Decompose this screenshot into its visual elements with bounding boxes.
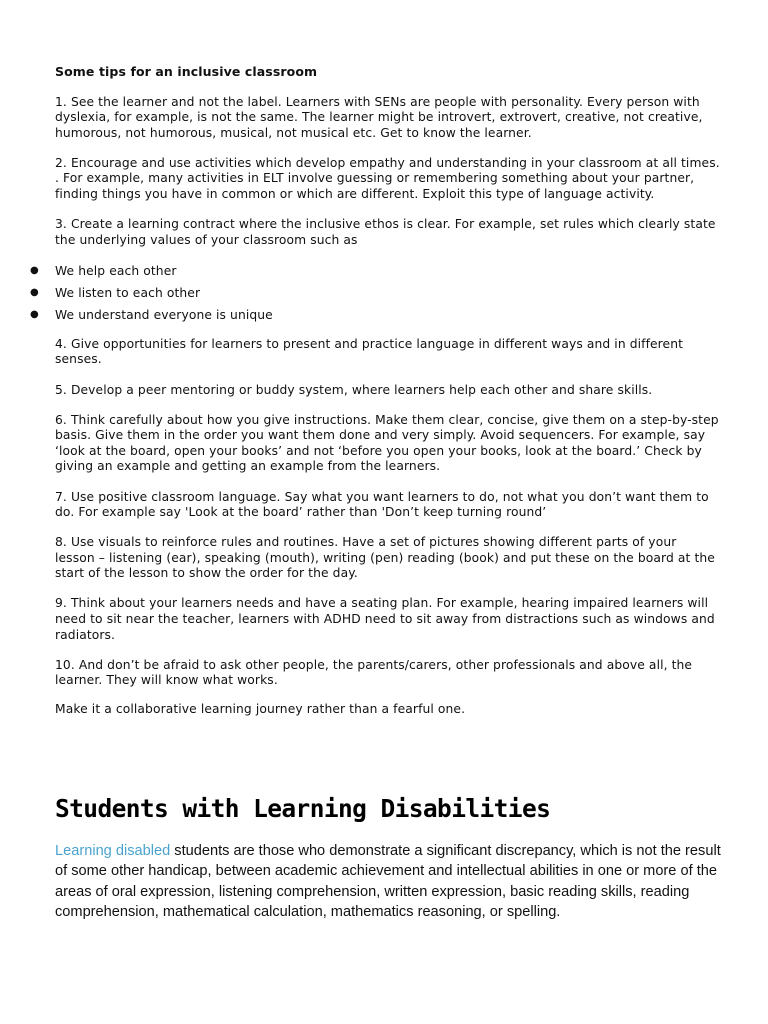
tip-1: 1. See the learner and not the label. Learners with SENs are people with personality. Every person with dyslexia, for example, is not the same. The learner might be introvert, extrovert, creative, not creative, humorous, not humorous, musical, not musical etc. Get to know the learner.: [55, 94, 703, 140]
tip-4: 4. Give opportunities for learners to present and practice language in different ways and in different senses.: [55, 336, 684, 367]
tip-8: 8. Use visuals to reinforce rules and routines. Have a set of pictures showing different parts of your lesson – listening (ear), speaking (mouth), writing (pen) reading (book) and put these on the board at the start of the lesson to show the order for the day.: [55, 535, 715, 581]
tip-7: 7. Use positive classroom language. Say what you want learners to do, not what you don’t want them to do. For example say 'Look at the board’ rather than 'Don’t keep turning round’: [55, 489, 709, 520]
bullet-icon: ●: [30, 308, 39, 320]
closing-line: Make it a collaborative learning journey rather than a fearful one.: [55, 702, 466, 717]
tip-10: 10. And don’t be afraid to ask other people, the parents/carers, other professionals and above all, the learner. They will know what works.: [55, 657, 693, 688]
learning-disabled-link[interactable]: Learning disabled: [55, 843, 171, 859]
tip-9: 9. Think about your learners needs and have a seating plan. For example, hearing impaired learners will need to sit near the teacher, learners with ADHD need to sit away from distractions such as windows and radiators.: [55, 596, 715, 642]
bullet-item: [0, 304, 720, 326]
section-heading: Students with Learning Disabilities: [55, 794, 551, 823]
definition-paragraph: [55, 841, 723, 922]
tip-6: 6. Think carefully about how you give instructions. Make them clear, concise, give them on a step-by-step basis. Give them in the order you want them done and very simply. Avoid sequencers. For example, say ‘look at the board, open your books’ and not ‘before you open your books, look at the board.’ Check by giving an example and getting an example from the learners.: [55, 412, 719, 474]
tips-section: [30, 64, 720, 733]
bullet-text: We understand everyone is unique: [55, 307, 273, 322]
tips-title: Some tips for an inclusive classroom: [55, 64, 318, 79]
bullet-item: [0, 260, 720, 282]
bullet-item: [0, 282, 720, 304]
tip-2: 2. Encourage and use activities which develop empathy and understanding in your classroom at all times. . For example, many activities in ELT involve guessing or remembering something about your partner, finding things you have in common or which are different. Exploit this type of language activity.: [55, 155, 720, 202]
tip-5: 5. Develop a peer mentoring or buddy system, where learners help each other and share skills.: [55, 382, 653, 397]
tip-3: 3. Create a learning contract where the inclusive ethos is clear. For example, set rules which clearly state the underlying values of your classroom such as: [55, 217, 716, 247]
definition-text: students are those who demonstrate a significant discrepancy, which is not the result of some other handicap, between academic achievement and intellectual abilities in one or more of the areas of oral expression, listening comprehension, written expression, basic reading skills, reading comprehension, mathematical calculation, mathematics reasoning, or spelling.: [55, 843, 721, 920]
bullet-icon: ●: [30, 286, 39, 298]
bullet-text: We help each other: [55, 263, 177, 278]
bullet-text: We listen to each other: [55, 285, 201, 300]
bullet-icon: ●: [30, 264, 39, 276]
values-bullet-list: [0, 260, 720, 326]
